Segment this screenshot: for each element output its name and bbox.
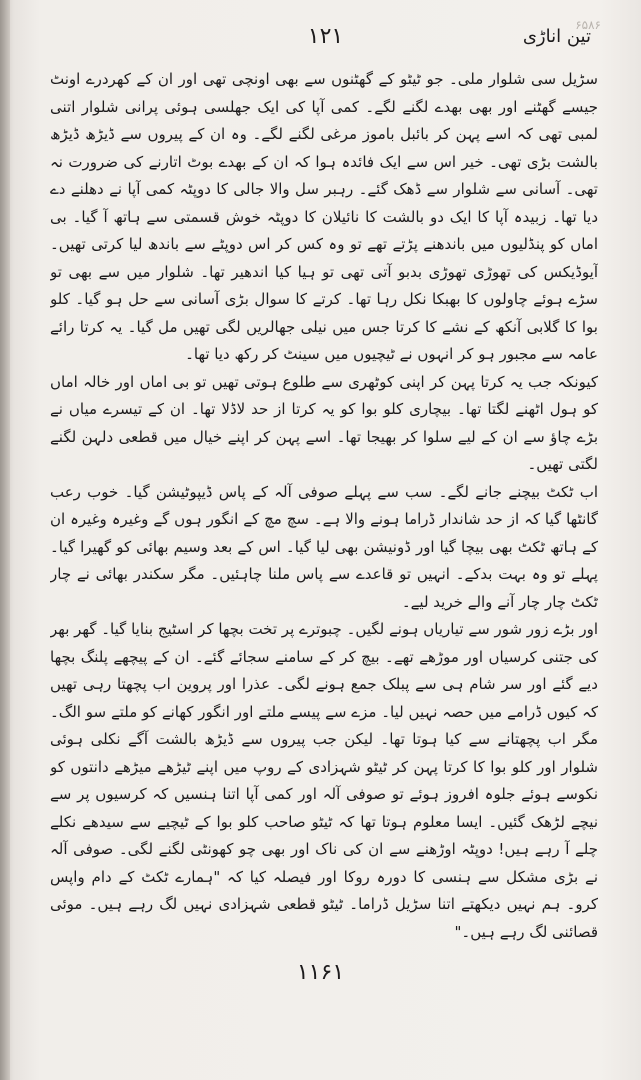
paragraph: سڑیل سی شلوار ملی۔ جو ٹیٹو کے گھٹنوں سے بھی اونچی تھی اور ان کے کھردرے اونٹ جیسے گھٹنے اور بھی بھدے لگنے لگے۔ کمی آپا کی ایک جھلسی ہوئی پرانی شلوار اتنی لمبی تھی کہ اسے پہن کر بائبل باموز مرغی لگنے لگے۔ وہ ان کے پیروں سے ڈیڑھ ڈیڑھ بالشت بڑی تھی۔ خیر اس سے ایک فائدہ ہوا کہ ان کے بھدے بوٹ اتارنے کی ضرورت نہ تھی۔ آسانی سے شلوار سے ڈھک گئے۔ رہبر سل والا جالی کا دوپٹہ کمی آپا نے دھلنے دے دیا تھا۔ زبیدہ آپا کا ایک دو بالشت کا نائیلان کا دوپٹہ خوش قسمتی سے ہاتھ آ گیا۔ بی اماں کو پنڈلیوں میں باندھنے پڑتے تھے تو وہ کس کر اس دوپٹے سے باندھ لیا کرتی تھیں۔ آیوڈیکس کی تھوڑی تھوڑی بدبو آتی تھی تو ہیا کیا اندھیر تھا۔ شلوار میں سے بھی تو سڑے ہوئے چاولوں کا بھبکا نکل رہا تھا۔ کرتے کا سوال بڑی آسانی سے حل ہو گیا۔ کلو بوا کا گلابی آنکھ کے نشے کا کرتا جس میں نیلی جھالریں لگی تھیں مل گیا۔ یہ کرتا رائے عامہ سے مجبور ہو کر انہوں نے ٹیچیوں میں سینٹ کر رکھ دیا تھا۔ xyxy=(50,70,598,363)
paragraph: اب ٹکٹ بیچنے جانے لگے۔ سب سے پہلے صوفی آلہ کے پاس ڈیپوٹیشن گیا۔ خوب رعب گانٹھا گیا کہ از حد شاندار ڈراما ہونے والا ہے۔ سچ مچ کے انگور ہوں گے وغیرہ وغیرہ ان کے ہاتھ ٹکٹ بھی بیچا گیا اور ڈونیشن بھی لیا گیا۔ اس کے بعد وسیم بھائی کو گھیرا گیا۔ پہلے تو وہ بہت بدکے۔ انہیں تو قاعدے سے پاس ملنا چاہئیں۔ مگر سکندر بھائی نے چار ٹکٹ چار چار آنے والے خرید لیے۔ xyxy=(50,482,598,611)
page-number-bottom: ۱۱۶۱ xyxy=(296,960,345,985)
page-header xyxy=(40,18,611,58)
paragraph: کیونکہ جب یہ کرتا پہن کر اپنی کوٹھری سے طلوع ہوتی تھیں تو بی اماں اور خالہ اماں کو ہول اٹھنے لگتا تھا۔ بیچاری کلو بوا کو یہ کرتا از حد لاڈلا تھا۔ ان کے تیسرے میاں نے بڑے چاؤ سے ان کے لیے سلوا کر بھیجا تھا۔ اسے پہن کر اپنے خیال میں قطعی دلہن لگنے لگتی تھیں۔ xyxy=(50,372,598,473)
stray-pencil-mark: ۶۵۸۶ xyxy=(575,18,601,32)
body-text xyxy=(50,66,598,946)
book-spine-shadow xyxy=(0,0,10,1080)
paragraph: اور بڑے زور شور سے تیاریاں ہونے لگیں۔ چبوترے پر تخت بچھا کر اسٹیج بنایا گیا۔ گھر بھر کی جتنی کرسیاں اور موڑھے تھے۔ بیچ کر کے سامنے سجائے گئے۔ ان کے پیچھے پلنگ بچھا دیے گئے اور سر شام ہی سے پبلک جمع ہونے لگی۔ عذرا اور پروین اب پچھتا رہی تھیں کہ کیوں ڈرامے میں حصہ نہیں لیا۔ مزے سے پیسے ملتے اور انگور کھانے کو ملتے سو الگ۔ مگر اب پچھتانے سے کیا ہوتا تھا۔ لیکن جب پیروں سے ڈیڑھ بالشت آگے نکلی ہوئی شلوار اور کلو بوا کا کرتا پہن کر ٹیٹو شہزادی کے روپ میں اپنے ٹیڑھے میڑھے دانتوں کو نکوسے ہوئے جلوہ افروز ہوئے تو صوفی آلہ اور کمی آپا اتنا ہنسیں کہ کرسیوں پر سے نیچے لڑھک گئیں۔ ایسا معلوم ہوتا تھا کہ ٹیٹو صاحب کلو بوا کے ٹیچیے سے سیدھے نکلے چلے آ رہے ہیں! دوپٹہ اوڑھنے سے ان کی ناک اور بھی چو کھونٹی لگنے لگی۔ صوفی آلہ نے بڑی مشکل سے ہنسی کا دورہ روکا اور فیصلہ کیا کہ "ہمارے ٹکٹ کے دام واپس کرو۔ ہم نہیں دیکھتے اتنا سڑیل ڈراما۔ ٹیٹو قطعی شہزادی نہیں لگ رہے ہیں۔ موئی قصائنی لگ رہے ہیں۔" xyxy=(50,620,598,941)
page-number-top: ۱۲۱ xyxy=(307,24,344,49)
running-title: تین اناڑی xyxy=(522,26,591,47)
